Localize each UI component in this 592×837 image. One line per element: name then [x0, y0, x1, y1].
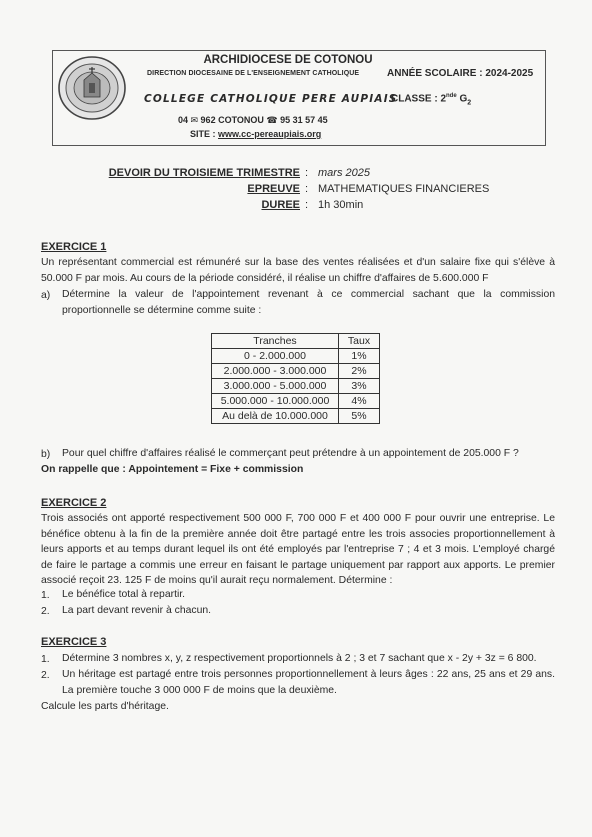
table-header: Tranches	[212, 334, 339, 349]
list-item-number: 1.	[41, 590, 50, 601]
exercise-2-text: Trois associés ont apporté respectivement 500 000 F, 700 000 F et 400 000 F pour ouvrir une entreprise. Le bénéfice obtenu à la fin de la première année doit être partagé entre les trois associes proportionnellement à leurs apports et au temps durant lequel ils ont été employés par l'entreprise 7 ; 4 et 3 mois. L'employé chargé de faire le partage a commis une erreur en faisant le partage uniquement par rapport aux apports. Le premier associé reçoit 23. 125 F de moins qu'il aurait reçu normalement. Détermine :	[41, 513, 555, 586]
table-cell: 2%	[339, 364, 380, 379]
question-a-text: Détermine la valeur de l'appointement revenant à ce commercial sachant que la commission proportionnelle se détermine comme suite :	[62, 289, 555, 316]
table-cell: 1%	[339, 349, 380, 364]
table-cell: 5%	[339, 409, 380, 424]
table-cell: Au delà de 10.000.000	[212, 409, 339, 424]
class-label: CLASSE : 2nde $G_2$	[391, 93, 472, 107]
table-row	[212, 394, 380, 409]
exercise-3-title: EXERCICE 3	[41, 636, 107, 648]
table-cell: 4%	[339, 394, 380, 409]
exercise-1-title: EXERCICE 1	[41, 241, 107, 253]
duree-value: 1h 30min	[318, 199, 364, 211]
table-cell: 2.000.000 - 3.000.000	[212, 364, 339, 379]
colon: :	[305, 167, 309, 179]
list-item: Un héritage est partagé entre trois personnes proportionnellement à leurs âges : 22 ans, 25 ans et 29 ans. La première touche 3 000 000 F de moins que la deuxième.	[62, 669, 555, 696]
question-b-number: b)	[41, 449, 51, 460]
school-seal-logo	[57, 55, 127, 121]
epreuve-value: MATHEMATIQUES FINANCIERES	[318, 183, 490, 195]
exercise-3-closing: Calcule les parts d'héritage.	[41, 701, 169, 712]
list-item: La part devant revenir à chacun.	[62, 605, 212, 616]
devoir-label: DEVOIR DU TROISIEME TRIMESTRE	[108, 167, 300, 179]
colon: :	[305, 199, 309, 211]
contact-info: 04 ✉ 962 COTONOU ☎ 95 31 57 45	[178, 115, 328, 125]
question-b-text: Pour quel chiffre d'affaires réalisé le commerçant peut prétendre à un appointement de 205.000 F ?	[62, 448, 519, 459]
site-link[interactable]: www.cc-pereaupiais.org	[218, 129, 322, 139]
table-row	[212, 409, 380, 424]
school-year: ANNÉE SCOLAIRE : 2024-2025	[387, 68, 534, 79]
colon: :	[305, 183, 309, 195]
direction-label: DIRECTION DIOCESAINE DE L'ENSEIGNEMENT CATHOLIQUE	[147, 70, 360, 77]
table-cell: 3.000.000 - 5.000.000	[212, 379, 339, 394]
list-item: Détermine 3 nombres x, y, z respectivement proportionnels à 2 ; 3 et 7 sachant que x - 2y + 3z = 6 800.	[62, 653, 537, 664]
exercise-1-intro: Un représentant commercial est rémunéré sur la base des ventes réalisées et d'un salaire fixe qui s'élève à 50.000 F par mois. Au cours de la période considéré, il réalise un chiffre d'affaires de 5.600.000 F	[41, 257, 555, 284]
table-row	[212, 379, 380, 394]
site-line: SITE : www.cc-pereaupiais.org	[190, 129, 322, 139]
exercise-2-title: EXERCICE 2	[41, 497, 107, 509]
list-item-number: 2.	[41, 606, 50, 617]
college-name: COLLEGE CATHOLIQUE PERE AUPIAIS	[144, 93, 398, 105]
table-row	[212, 364, 380, 379]
duree-label: DUREE	[261, 199, 300, 211]
table-header: Taux	[339, 334, 380, 349]
rates-table	[211, 333, 380, 424]
list-item-number: 1.	[41, 654, 50, 665]
table-cell: 5.000.000 - 10.000.000	[212, 394, 339, 409]
list-item-number: 2.	[41, 670, 50, 681]
table-cell: 3%	[339, 379, 380, 394]
list-item: Le bénéfice total à repartir.	[62, 589, 186, 600]
reminder-formula: On rappelle que : Appointement = Fixe + commission	[41, 464, 304, 475]
devoir-date: mars 2025	[318, 167, 370, 179]
epreuve-label: EPREUVE	[247, 183, 300, 195]
table-row	[212, 349, 380, 364]
table-header-row	[212, 334, 380, 349]
diocese-title: ARCHIDIOCESE DE COTONOU	[203, 54, 373, 66]
table-cell: 0 - 2.000.000	[212, 349, 339, 364]
question-a-number: a)	[41, 290, 51, 301]
